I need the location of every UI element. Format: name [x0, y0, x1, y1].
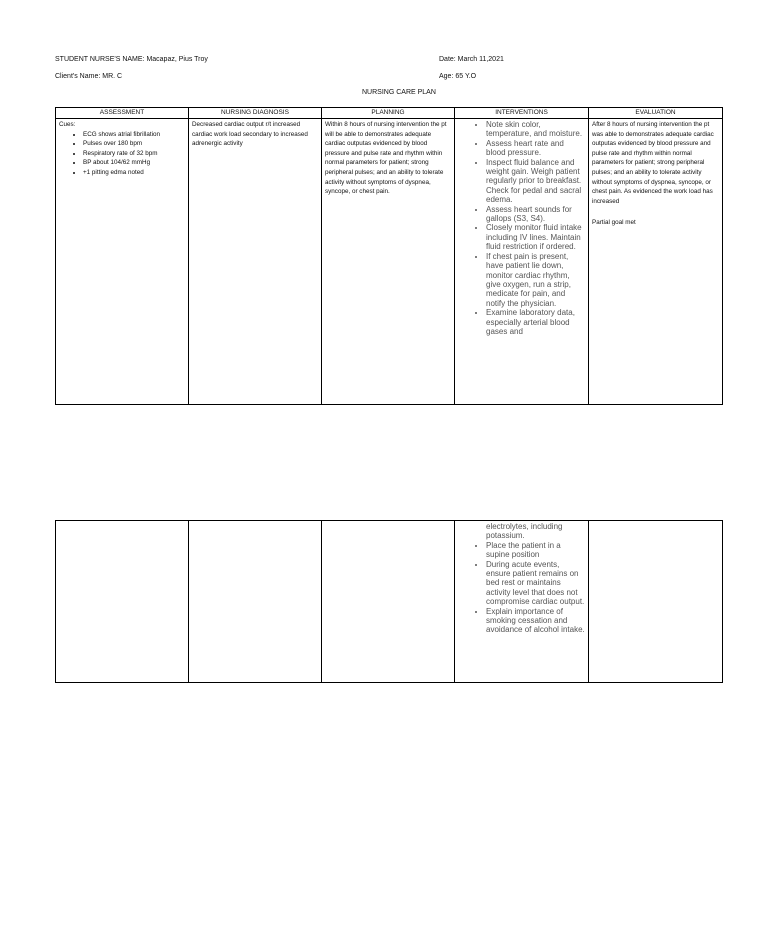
diagnosis-text: Decreased cardiac output r/t increased cardiac work load secondary to increased adrenergic activity [192, 121, 308, 148]
column-header-evaluation: EVALUATION [589, 108, 723, 119]
list-item: electrolytes, including potassium. [486, 522, 563, 541]
planning-text: Within 8 hours of nursing intervention the pt will be able to demonstrates adequate cardiac outputas evidenced by blood pressure and pulse rate and rhythm within normal parameters for patient; strong peripheral pulses; and an ability to tolerate activity without symptoms of dyspnea, syncope, or chest pain. [325, 121, 447, 196]
list-item: • Explain importance of smoking cessation and avoidance of alcohol intake. [486, 607, 585, 635]
list-item: • Place the patient in a supine position [486, 541, 585, 560]
planning-cell [322, 119, 455, 405]
assessment-cell [56, 521, 189, 683]
column-header-assessment: ASSESSMENT [56, 108, 189, 119]
list-item: • Closely monitor fluid intake including IV lines. Maintain fluid restriction if ordered. [486, 223, 585, 251]
cues-label: Cues: [59, 121, 76, 128]
list-item: • Respiratory rate of 32 bpm [83, 149, 185, 159]
student-nurse-name: STUDENT NURSE'S NAME: Macapaz, Pius Troy [55, 56, 208, 63]
interventions-list [458, 120, 585, 336]
diagnosis-cell [189, 521, 322, 683]
column-header-interventions: INTERVENTIONS [455, 108, 589, 119]
list-item: • Assess heart rate and blood pressure. [486, 139, 585, 158]
care-plan-table [55, 107, 723, 405]
planning-cell [322, 521, 455, 683]
diagnosis-cell [189, 119, 322, 405]
column-header-planning: PLANNING [322, 108, 455, 119]
page-title: NURSING CARE PLAN [362, 89, 436, 96]
assessment-cell [56, 119, 189, 405]
column-header-diagnosis: NURSING DIAGNOSIS [189, 108, 322, 119]
client-age: Age: 65 Y.O [439, 73, 477, 80]
list-item: • If chest pain is present, have patient lie down, monitor cardiac rhythm, give oxygen, run a strip, medicate for pain, and notify the physician. [486, 252, 585, 308]
interventions-cell [455, 119, 589, 405]
interventions-cell [455, 521, 589, 683]
plan-date: Date: March 11,2021 [439, 56, 504, 63]
list-item: • Examine laboratory data, especially arterial blood gases and [486, 308, 585, 336]
list-item: • +1 pitting edma noted [83, 168, 185, 178]
list-item: • BP about 104/62 mmHg [83, 158, 185, 168]
list-item: • During acute events, ensure patient remains on bed rest or maintains activity level that does not compromise cardiac output. [486, 560, 585, 607]
cues-list [59, 130, 185, 178]
list-item: • Assess heart sounds for gallops (S3, S4). [486, 205, 585, 224]
goal-status: Partial goal met [592, 219, 636, 227]
table-header-row [56, 108, 723, 119]
list-item: • Pulses over 180 bpm [83, 139, 185, 149]
list-item: • Inspect fluid balance and weight gain. Weigh patient regularly prior to breakfast. Check for pedal and sacral edema. [486, 158, 585, 205]
table-row [56, 521, 723, 683]
list-item: • ECG shows atrial fibrillation [83, 130, 185, 140]
evaluation-cell [589, 119, 723, 405]
list-item: • Note skin color, temperature, and moisture. [486, 120, 585, 139]
interventions-list-continued [458, 522, 585, 635]
client-name: Client's Name: MR. C [55, 73, 123, 80]
evaluation-text: After 8 hours of nursing intervention the pt was able to demonstrates adequate cardiac outputas evidenced by blood pressure and pulse rate and rhythm within normal parameters for patient; strong peripheral pulses; and an ability to tolerate activity without symptoms of dyspnea, syncope, or chest pain. As evidenced the work load has increased [592, 121, 714, 205]
evaluation-cell [589, 521, 723, 683]
table-row [56, 119, 723, 405]
care-plan-table-continued [55, 520, 723, 683]
